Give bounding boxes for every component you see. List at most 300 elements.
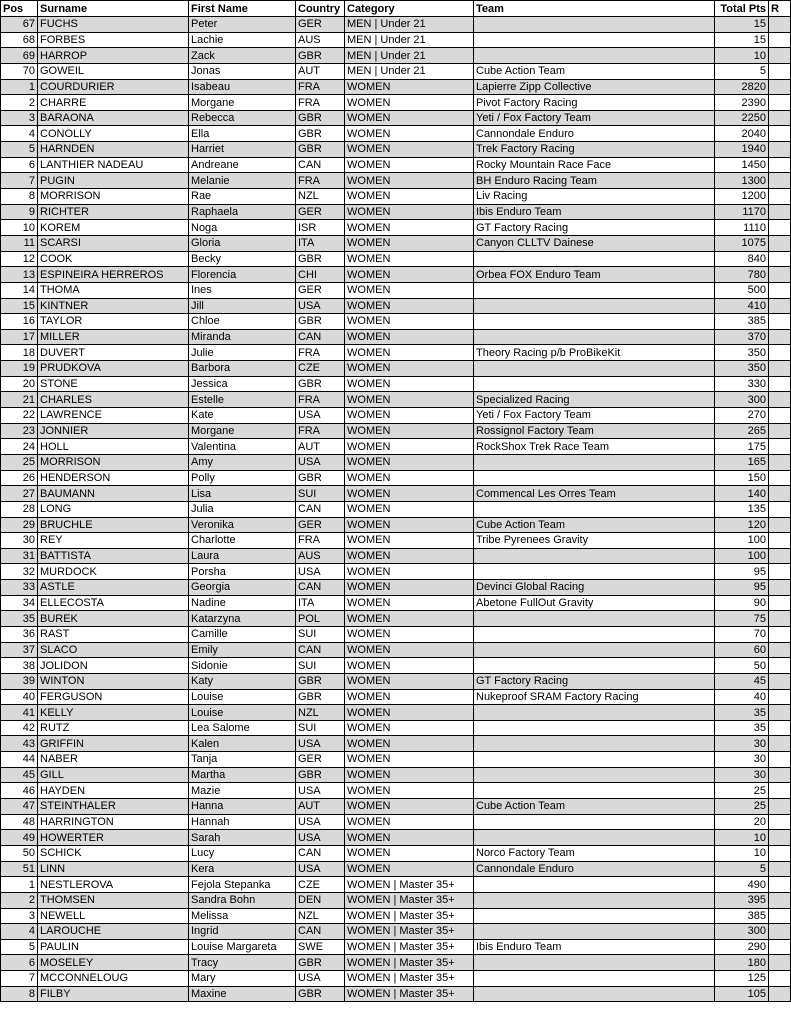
- cell-team: GT Factory Racing: [474, 673, 715, 689]
- cell-pos: 5: [1, 939, 38, 955]
- cell-total-pts: 150: [715, 470, 769, 486]
- table-row: [1, 845, 791, 861]
- table-row: [1, 204, 791, 220]
- cell-extra: [769, 267, 791, 283]
- table-row: [1, 752, 791, 768]
- cell-first-name: Hannah: [189, 814, 296, 830]
- header-total-pts: Total Pts: [715, 1, 769, 17]
- cell-category: WOMEN: [345, 142, 474, 158]
- cell-country: FRA: [296, 95, 345, 111]
- cell-pos: 43: [1, 736, 38, 752]
- cell-total-pts: 120: [715, 517, 769, 533]
- cell-extra: [769, 689, 791, 705]
- cell-first-name: Veronika: [189, 517, 296, 533]
- table-row: [1, 79, 791, 95]
- cell-category: WOMEN: [345, 439, 474, 455]
- cell-surname: ESPINEIRA HERREROS: [38, 267, 189, 283]
- cell-total-pts: 300: [715, 924, 769, 940]
- cell-category: WOMEN: [345, 95, 474, 111]
- cell-surname: COOK: [38, 251, 189, 267]
- cell-category: WOMEN: [345, 204, 474, 220]
- cell-total-pts: 165: [715, 454, 769, 470]
- cell-total-pts: 2040: [715, 126, 769, 142]
- cell-extra: [769, 63, 791, 79]
- cell-total-pts: 385: [715, 314, 769, 330]
- cell-extra: [769, 470, 791, 486]
- cell-team: [474, 814, 715, 830]
- cell-first-name: Julie: [189, 345, 296, 361]
- cell-country: USA: [296, 861, 345, 877]
- table-row: [1, 986, 791, 1002]
- cell-surname: HARNDEN: [38, 142, 189, 158]
- cell-surname: REY: [38, 533, 189, 549]
- table-row: [1, 548, 791, 564]
- cell-category: WOMEN: [345, 595, 474, 611]
- cell-first-name: Morgane: [189, 95, 296, 111]
- table-row: [1, 595, 791, 611]
- cell-category: WOMEN: [345, 251, 474, 267]
- table-row: [1, 908, 791, 924]
- cell-surname: FUCHS: [38, 17, 189, 33]
- cell-team: [474, 611, 715, 627]
- cell-team: [474, 986, 715, 1002]
- cell-team: [474, 908, 715, 924]
- cell-team: [474, 658, 715, 674]
- cell-total-pts: 140: [715, 486, 769, 502]
- table-row: [1, 63, 791, 79]
- cell-pos: 48: [1, 814, 38, 830]
- cell-first-name: Lea Salome: [189, 720, 296, 736]
- cell-category: WOMEN: [345, 314, 474, 330]
- cell-category: WOMEN: [345, 189, 474, 205]
- table-row: [1, 486, 791, 502]
- cell-team: Orbea FOX Enduro Team: [474, 267, 715, 283]
- table-row: [1, 736, 791, 752]
- cell-surname: BATTISTA: [38, 548, 189, 564]
- cell-first-name: Fejola Stepanka: [189, 877, 296, 893]
- cell-extra: [769, 204, 791, 220]
- cell-country: USA: [296, 830, 345, 846]
- cell-extra: [769, 345, 791, 361]
- cell-pos: 24: [1, 439, 38, 455]
- cell-pos: 10: [1, 220, 38, 236]
- cell-country: GBR: [296, 986, 345, 1002]
- cell-team: Ibis Enduro Team: [474, 204, 715, 220]
- cell-extra: [769, 783, 791, 799]
- cell-surname: BAUMANN: [38, 486, 189, 502]
- cell-team: [474, 705, 715, 721]
- cell-category: WOMEN: [345, 783, 474, 799]
- cell-team: Trek Factory Racing: [474, 142, 715, 158]
- cell-country: CAN: [296, 580, 345, 596]
- cell-category: WOMEN: [345, 220, 474, 236]
- cell-surname: TAYLOR: [38, 314, 189, 330]
- cell-pos: 51: [1, 861, 38, 877]
- cell-surname: PUGIN: [38, 173, 189, 189]
- cell-pos: 8: [1, 986, 38, 1002]
- table-row: [1, 814, 791, 830]
- table-row: [1, 376, 791, 392]
- cell-first-name: Amy: [189, 454, 296, 470]
- cell-category: WOMEN: [345, 658, 474, 674]
- cell-first-name: Noga: [189, 220, 296, 236]
- cell-extra: [769, 189, 791, 205]
- cell-country: GBR: [296, 314, 345, 330]
- cell-extra: [769, 799, 791, 815]
- cell-first-name: Louise: [189, 705, 296, 721]
- cell-surname: THOMA: [38, 282, 189, 298]
- cell-extra: [769, 752, 791, 768]
- cell-country: CAN: [296, 329, 345, 345]
- cell-category: WOMEN: [345, 736, 474, 752]
- cell-team: [474, 298, 715, 314]
- cell-country: AUS: [296, 32, 345, 48]
- cell-first-name: Melanie: [189, 173, 296, 189]
- table-row: [1, 220, 791, 236]
- cell-team: [474, 830, 715, 846]
- cell-total-pts: 70: [715, 626, 769, 642]
- cell-total-pts: 60: [715, 642, 769, 658]
- cell-team: [474, 329, 715, 345]
- cell-country: GBR: [296, 689, 345, 705]
- cell-team: [474, 720, 715, 736]
- cell-first-name: Emily: [189, 642, 296, 658]
- cell-total-pts: 2250: [715, 110, 769, 126]
- cell-team: Ibis Enduro Team: [474, 939, 715, 955]
- cell-total-pts: 1110: [715, 220, 769, 236]
- cell-extra: [769, 329, 791, 345]
- cell-team: [474, 924, 715, 940]
- cell-country: SUI: [296, 626, 345, 642]
- cell-country: GBR: [296, 251, 345, 267]
- cell-category: WOMEN: [345, 345, 474, 361]
- cell-country: CZE: [296, 877, 345, 893]
- table-row: [1, 517, 791, 533]
- cell-surname: LANTHIER NADEAU: [38, 157, 189, 173]
- cell-total-pts: 395: [715, 892, 769, 908]
- cell-pos: 11: [1, 235, 38, 251]
- cell-pos: 3: [1, 110, 38, 126]
- cell-team: Rossignol Factory Team: [474, 423, 715, 439]
- cell-pos: 38: [1, 658, 38, 674]
- cell-total-pts: 40: [715, 689, 769, 705]
- table-row: [1, 673, 791, 689]
- cell-total-pts: 30: [715, 736, 769, 752]
- cell-total-pts: 25: [715, 799, 769, 815]
- cell-pos: 4: [1, 126, 38, 142]
- table-row: [1, 924, 791, 940]
- table-row: [1, 971, 791, 987]
- cell-surname: BUREK: [38, 611, 189, 627]
- cell-surname: COURDURIER: [38, 79, 189, 95]
- cell-category: WOMEN: [345, 376, 474, 392]
- cell-extra: [769, 908, 791, 924]
- cell-pos: 23: [1, 423, 38, 439]
- table-row: [1, 267, 791, 283]
- cell-category: WOMEN: [345, 173, 474, 189]
- cell-category: MEN | Under 21: [345, 48, 474, 64]
- cell-pos: 29: [1, 517, 38, 533]
- cell-extra: [769, 157, 791, 173]
- cell-extra: [769, 595, 791, 611]
- cell-first-name: Tracy: [189, 955, 296, 971]
- cell-surname: SCARSI: [38, 235, 189, 251]
- cell-first-name: Louise Margareta: [189, 939, 296, 955]
- cell-surname: RICHTER: [38, 204, 189, 220]
- cell-surname: SLACO: [38, 642, 189, 658]
- cell-team: Canyon CLLTV Dainese: [474, 235, 715, 251]
- cell-category: WOMEN | Master 35+: [345, 892, 474, 908]
- table-row: [1, 658, 791, 674]
- cell-total-pts: 330: [715, 376, 769, 392]
- cell-total-pts: 20: [715, 814, 769, 830]
- cell-extra: [769, 126, 791, 142]
- header-category: Category: [345, 1, 474, 17]
- cell-team: Lapierre Zipp Collective: [474, 79, 715, 95]
- cell-first-name: Georgia: [189, 580, 296, 596]
- cell-surname: GOWEIL: [38, 63, 189, 79]
- cell-total-pts: 385: [715, 908, 769, 924]
- cell-surname: THOMSEN: [38, 892, 189, 908]
- cell-pos: 27: [1, 486, 38, 502]
- cell-total-pts: 350: [715, 345, 769, 361]
- cell-country: GBR: [296, 142, 345, 158]
- cell-country: FRA: [296, 423, 345, 439]
- cell-pos: 2: [1, 892, 38, 908]
- cell-team: [474, 564, 715, 580]
- cell-team: Abetone FullOut Gravity: [474, 595, 715, 611]
- cell-surname: NEWELL: [38, 908, 189, 924]
- header-first-name: First Name: [189, 1, 296, 17]
- cell-pos: 28: [1, 501, 38, 517]
- cell-pos: 16: [1, 314, 38, 330]
- cell-pos: 21: [1, 392, 38, 408]
- cell-pos: 1: [1, 79, 38, 95]
- cell-pos: 46: [1, 783, 38, 799]
- table-row: [1, 861, 791, 877]
- cell-extra: [769, 720, 791, 736]
- table-row: [1, 235, 791, 251]
- cell-extra: [769, 814, 791, 830]
- cell-extra: [769, 361, 791, 377]
- cell-pos: 33: [1, 580, 38, 596]
- cell-team: [474, 376, 715, 392]
- cell-country: FRA: [296, 173, 345, 189]
- table-row: [1, 689, 791, 705]
- table-row: [1, 423, 791, 439]
- cell-team: Cannondale Enduro: [474, 861, 715, 877]
- cell-category: MEN | Under 21: [345, 17, 474, 33]
- table-row: [1, 329, 791, 345]
- cell-team: [474, 470, 715, 486]
- cell-pos: 30: [1, 533, 38, 549]
- table-row: [1, 157, 791, 173]
- cell-country: CAN: [296, 642, 345, 658]
- cell-total-pts: 1170: [715, 204, 769, 220]
- cell-team: Cube Action Team: [474, 63, 715, 79]
- cell-extra: [769, 173, 791, 189]
- cell-extra: [769, 705, 791, 721]
- cell-first-name: Miranda: [189, 329, 296, 345]
- cell-team: Tribe Pyrenees Gravity: [474, 533, 715, 549]
- cell-first-name: Katy: [189, 673, 296, 689]
- header-country: Country: [296, 1, 345, 17]
- cell-country: USA: [296, 971, 345, 987]
- cell-country: GBR: [296, 955, 345, 971]
- cell-country: SWE: [296, 939, 345, 955]
- table-body: [1, 17, 791, 1002]
- cell-surname: FORBES: [38, 32, 189, 48]
- table-row: [1, 32, 791, 48]
- cell-surname: STEINTHALER: [38, 799, 189, 815]
- table-row: [1, 611, 791, 627]
- cell-pos: 2: [1, 95, 38, 111]
- cell-pos: 5: [1, 142, 38, 158]
- table-row: [1, 298, 791, 314]
- cell-first-name: Camille: [189, 626, 296, 642]
- cell-surname: DUVERT: [38, 345, 189, 361]
- cell-extra: [769, 282, 791, 298]
- cell-extra: [769, 658, 791, 674]
- cell-extra: [769, 314, 791, 330]
- cell-first-name: Kera: [189, 861, 296, 877]
- cell-team: Yeti / Fox Factory Team: [474, 110, 715, 126]
- header-surname: Surname: [38, 1, 189, 17]
- cell-pos: 32: [1, 564, 38, 580]
- cell-pos: 7: [1, 173, 38, 189]
- cell-country: ITA: [296, 595, 345, 611]
- cell-extra: [769, 95, 791, 111]
- cell-first-name: Sidonie: [189, 658, 296, 674]
- cell-first-name: Peter: [189, 17, 296, 33]
- cell-total-pts: 10: [715, 48, 769, 64]
- cell-team: Yeti / Fox Factory Team: [474, 408, 715, 424]
- cell-extra: [769, 939, 791, 955]
- table-row: [1, 95, 791, 111]
- cell-extra: [769, 611, 791, 627]
- cell-pos: 18: [1, 345, 38, 361]
- cell-country: USA: [296, 814, 345, 830]
- cell-pos: 9: [1, 204, 38, 220]
- cell-surname: RUTZ: [38, 720, 189, 736]
- cell-country: USA: [296, 783, 345, 799]
- cell-country: GER: [296, 517, 345, 533]
- cell-country: CAN: [296, 845, 345, 861]
- cell-first-name: Kate: [189, 408, 296, 424]
- cell-total-pts: 350: [715, 361, 769, 377]
- cell-extra: [769, 423, 791, 439]
- cell-surname: STONE: [38, 376, 189, 392]
- cell-first-name: Raphaela: [189, 204, 296, 220]
- cell-country: NZL: [296, 908, 345, 924]
- cell-total-pts: 15: [715, 17, 769, 33]
- cell-extra: [769, 830, 791, 846]
- table-row: [1, 501, 791, 517]
- cell-team: [474, 48, 715, 64]
- cell-extra: [769, 767, 791, 783]
- cell-extra: [769, 142, 791, 158]
- cell-extra: [769, 642, 791, 658]
- cell-category: WOMEN: [345, 79, 474, 95]
- cell-team: Nukeproof SRAM Factory Racing: [474, 689, 715, 705]
- cell-first-name: Estelle: [189, 392, 296, 408]
- cell-team: [474, 642, 715, 658]
- table-row: [1, 189, 791, 205]
- cell-total-pts: 75: [715, 611, 769, 627]
- cell-extra: [769, 376, 791, 392]
- cell-surname: HARROP: [38, 48, 189, 64]
- cell-team: Rocky Mountain Race Face: [474, 157, 715, 173]
- cell-team: [474, 892, 715, 908]
- cell-category: MEN | Under 21: [345, 63, 474, 79]
- cell-surname: HOWERTER: [38, 830, 189, 846]
- cell-country: GBR: [296, 673, 345, 689]
- cell-category: WOMEN: [345, 486, 474, 502]
- cell-category: WOMEN: [345, 126, 474, 142]
- cell-total-pts: 5: [715, 63, 769, 79]
- cell-total-pts: 2390: [715, 95, 769, 111]
- cell-category: WOMEN: [345, 110, 474, 126]
- table-row: [1, 110, 791, 126]
- cell-category: WOMEN: [345, 470, 474, 486]
- cell-first-name: Lachie: [189, 32, 296, 48]
- cell-pos: 19: [1, 361, 38, 377]
- cell-country: ISR: [296, 220, 345, 236]
- cell-country: GBR: [296, 767, 345, 783]
- cell-team: [474, 767, 715, 783]
- cell-pos: 14: [1, 282, 38, 298]
- cell-extra: [769, 877, 791, 893]
- cell-total-pts: 100: [715, 548, 769, 564]
- cell-category: WOMEN | Master 35+: [345, 971, 474, 987]
- cell-first-name: Laura: [189, 548, 296, 564]
- table-row: [1, 767, 791, 783]
- cell-category: WOMEN: [345, 548, 474, 564]
- cell-pos: 17: [1, 329, 38, 345]
- cell-surname: MORRISON: [38, 189, 189, 205]
- cell-extra: [769, 110, 791, 126]
- table-row: [1, 626, 791, 642]
- cell-total-pts: 5: [715, 861, 769, 877]
- cell-extra: [769, 408, 791, 424]
- cell-surname: JOLIDON: [38, 658, 189, 674]
- table-row: [1, 251, 791, 267]
- cell-surname: MILLER: [38, 329, 189, 345]
- cell-extra: [769, 861, 791, 877]
- cell-extra: [769, 986, 791, 1002]
- cell-total-pts: 105: [715, 986, 769, 1002]
- cell-pos: 26: [1, 470, 38, 486]
- cell-surname: MORRISON: [38, 454, 189, 470]
- table-row: [1, 17, 791, 33]
- cell-total-pts: 125: [715, 971, 769, 987]
- cell-pos: 12: [1, 251, 38, 267]
- cell-country: POL: [296, 611, 345, 627]
- cell-pos: 36: [1, 626, 38, 642]
- cell-pos: 6: [1, 157, 38, 173]
- cell-surname: RAST: [38, 626, 189, 642]
- cell-first-name: Becky: [189, 251, 296, 267]
- cell-extra: [769, 298, 791, 314]
- cell-country: FRA: [296, 533, 345, 549]
- cell-category: WOMEN: [345, 752, 474, 768]
- cell-total-pts: 175: [715, 439, 769, 455]
- cell-country: ITA: [296, 235, 345, 251]
- cell-team: [474, 548, 715, 564]
- cell-pos: 3: [1, 908, 38, 924]
- table-row: [1, 783, 791, 799]
- cell-extra: [769, 971, 791, 987]
